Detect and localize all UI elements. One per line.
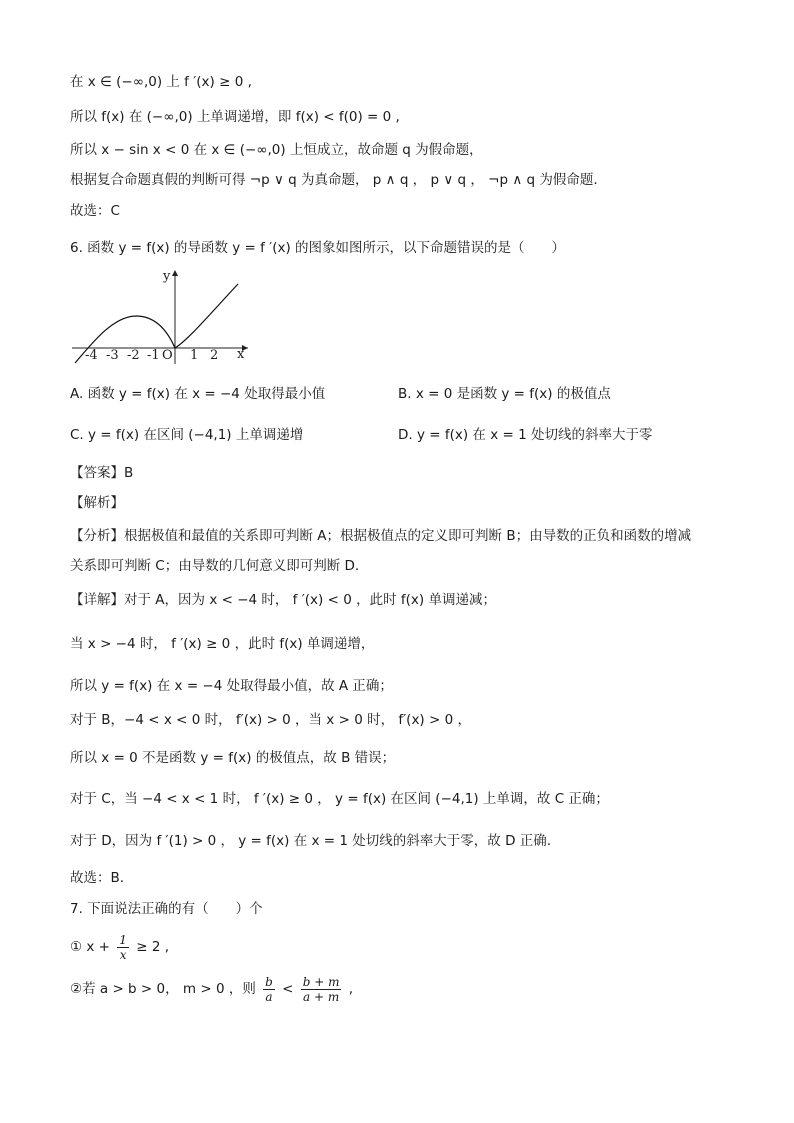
- y-axis-label: y: [163, 269, 171, 284]
- analysis-label: 【解析】: [70, 495, 124, 511]
- detail-line-8: 故选：B.: [70, 870, 125, 886]
- tick-label: -3: [106, 348, 119, 363]
- fraction-1-over-x: [117, 933, 129, 962]
- detail-line-6: 对于 C，当 −4 < x < 1 时， f ′(x) ≥ 0 ， y = f(x) 在区间 (−4,1) 上单调，故 C 正确；: [70, 791, 609, 807]
- detail-line-2: 当 x > −4 时， f ′(x) ≥ 0 ，此时 f(x) 单调递增，: [70, 636, 375, 652]
- fraction-numerator: b + m: [302, 974, 340, 989]
- detail-line-5: 所以 x = 0 不是函数 y = f(x) 的极值点，故 B 错误；: [70, 750, 396, 766]
- x-axis-label: x: [237, 347, 245, 362]
- tick-label: 1: [190, 348, 199, 363]
- tick-label: -1: [147, 348, 160, 363]
- q7-item-2-lead: ②若 a > b > 0， m > 0 ，则: [70, 981, 256, 997]
- q7-item-1: [70, 932, 169, 962]
- detail-line-7: 对于 D，因为 f ′(1) > 0 ， y = f(x) 在 x = 1 处切线的斜率大于零，故 D 正确.: [70, 833, 552, 849]
- derivative-graph: [70, 266, 250, 366]
- text-line-2: 所以 f(x) 在 (−∞,0) 上单调递增，即 f(x) < f(0) = 0 ,: [70, 109, 400, 125]
- option-d: D. y = f(x) 在 x = 1 处切线的斜率大于零: [398, 427, 653, 443]
- question-7: 7. 下面说法正确的有（ ）个: [70, 901, 263, 917]
- option-c: C. y = f(x) 在区间 (−4,1) 上单调递增: [70, 427, 304, 443]
- tick-label: -4: [85, 348, 98, 363]
- text-line-1: 在 x ∈ (−∞,0) 上 f ′(x) ≥ 0 ,: [70, 74, 252, 90]
- fraction-bm-over-am: [301, 975, 342, 1004]
- fraction-b-over-a: [263, 975, 275, 1004]
- detail-line-3: 所以 y = f(x) 在 x = −4 处取得最小值，故 A 正确；: [70, 678, 393, 694]
- q7-item-2: [70, 973, 353, 1005]
- detail-line-4: 对于 B，−4 < x < 0 时， f′(x) > 0 ，当 x > 0 时， f′(x) > 0 ，: [70, 712, 471, 728]
- tick-label: 2: [210, 348, 219, 363]
- q7-item-1-lead: ① x +: [70, 939, 110, 955]
- q7-item-2-tail: ,: [348, 981, 354, 997]
- fraction-denominator: a: [265, 989, 273, 1004]
- option-b: B. x = 0 是函数 y = f(x) 的极值点: [398, 386, 611, 402]
- analysis-line-1: 【分析】根据极值和最值的关系即可判断 A；根据极值点的定义即可判断 B；由导数的正负和函数的增减: [70, 528, 692, 544]
- fraction-numerator: b: [265, 974, 273, 989]
- q7-item-1-tail: ≥ 2 ,: [136, 939, 170, 955]
- tick-label: -2: [127, 348, 140, 363]
- less-than-sign: <: [282, 981, 294, 997]
- text-line-3: 所以 x − sin x < 0 在 x ∈ (−∞,0) 上恒成立，故命题 q 为假命题，: [70, 142, 483, 158]
- fraction-denominator: a + m: [303, 989, 340, 1004]
- fraction-numerator: 1: [119, 932, 127, 947]
- y-axis-arrow: [172, 270, 178, 276]
- answer-label: 【答案】B: [70, 465, 134, 481]
- analysis-line-2: 关系即可判断 C；由导数的几何意义即可判断 D.: [70, 558, 360, 574]
- text-line-4: 根据复合命题真假的判断可得 ¬p ∨ q 为真命题， p ∧ q ， p ∨ q ， ¬p ∧ q 为假命题.: [70, 172, 598, 188]
- origin-label: O: [162, 348, 173, 363]
- option-a: A. 函数 y = f(x) 在 x = −4 处取得最小值: [70, 386, 326, 402]
- detail-line-1: 【详解】对于 A，因为 x < −4 时， f ′(x) < 0 ，此时 f(x) 单调递减；: [70, 592, 496, 608]
- question-6: 6. 函数 y = f(x) 的导函数 y = f ′(x) 的图象如图所示，以下命题错误的是（ ）: [70, 240, 566, 256]
- text-line-5: 故选：C: [70, 203, 120, 219]
- fraction-denominator: x: [119, 947, 127, 962]
